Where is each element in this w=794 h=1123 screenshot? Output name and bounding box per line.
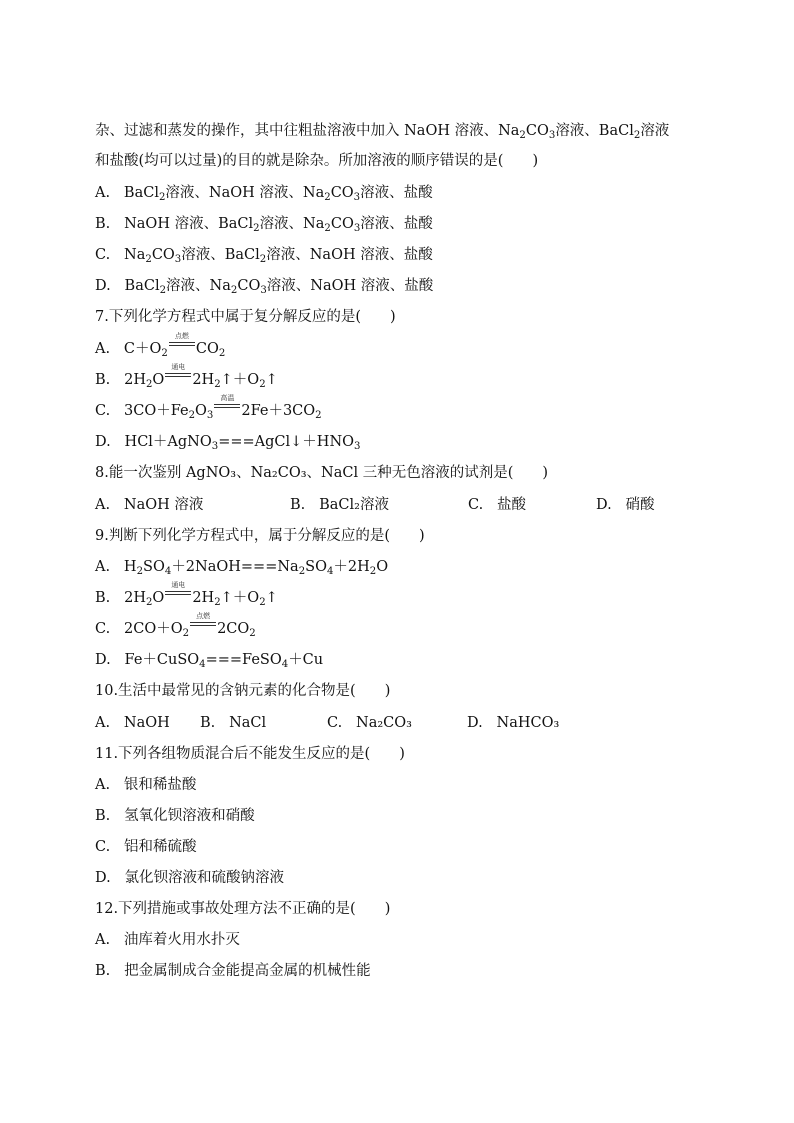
text-run: 溶液、BaCl [555, 123, 634, 139]
option-letter: D. [95, 652, 111, 668]
q9-option-b [95, 581, 278, 608]
q7-option-c [95, 394, 322, 421]
subscript: 2 [324, 223, 331, 234]
text-run: 溶液、盐酸 [360, 216, 433, 232]
q12-stem: 12.下列措施或事故处理方法不正确的是( ) [95, 901, 391, 917]
option-letter: B. [95, 216, 111, 232]
text-run: 溶液、Na [259, 216, 325, 232]
subscript: 2 [158, 192, 166, 203]
q10-option-a: A. NaOH [95, 715, 170, 731]
option-letter: A. [95, 341, 111, 357]
text-run: 溶液 [640, 123, 670, 139]
q10-stem: 10.生活中最常见的含钠元素的化合物是( ) [95, 683, 391, 699]
reaction-condition: 高温 [214, 401, 240, 415]
text-run: CO [151, 247, 175, 263]
q9-option-c [95, 612, 256, 639]
subscript: 3 [548, 130, 556, 141]
q11-option-b: B. 氢氧化钡溶液和硝酸 [95, 808, 255, 824]
reaction-condition: 通电 [165, 588, 191, 602]
q12-option-b: B. 把金属制成合金能提高金属的机械性能 [95, 963, 371, 979]
text-run: BaCl [123, 185, 159, 201]
q7-option-a [95, 332, 226, 359]
option-letter: C. [95, 621, 111, 637]
q8-option-a: A. NaOH 溶液 [95, 497, 204, 513]
q11-stem: 11.下列各组物质混合后不能发生反应的是( ) [95, 746, 405, 762]
equation: $HCl+AgNO_3===AgCl↓+HNO_3$ [124, 434, 361, 452]
text-run: NaOH 溶液、BaCl [124, 216, 254, 232]
q6-option-c [95, 245, 433, 265]
subscript: 2 [633, 130, 641, 141]
reaction-condition: 点燃 [190, 619, 216, 633]
q7-option-d [95, 432, 360, 452]
q8-option-c: C. 盐酸 [468, 497, 527, 513]
text-run: 溶液、NaOH 溶液、盐酸 [266, 247, 433, 263]
q12-option-a: A. 油库着火用水扑灭 [95, 932, 240, 948]
option-letter: D. [95, 278, 111, 294]
q8-option-b: B. BaCl₂溶液 [290, 497, 389, 513]
option-letter: B. [95, 590, 111, 606]
option-letter: C. [95, 403, 111, 419]
text-run: 溶液、盐酸 [360, 185, 433, 201]
option-letter: A. [95, 185, 111, 201]
subscript: 3 [260, 285, 267, 296]
q10-option-b: B. NaCl [200, 715, 267, 731]
reaction-condition: 点燃 [169, 339, 195, 353]
q6-stem-line-1 [95, 121, 669, 141]
text-run: Na [124, 247, 146, 263]
subscript: 2 [519, 130, 526, 141]
text-run: BaCl [124, 278, 160, 294]
option-letter: C. [95, 247, 111, 263]
q8-option-d: D. 硝酸 [596, 497, 655, 513]
q9-stem: 9.判断下列化学方程式中，属于分解反应的是( ) [95, 528, 425, 544]
subscript: 3 [353, 223, 361, 234]
equation: $C+O_2$ 点燃 $CO_2$ [123, 332, 226, 359]
subscript: 2 [159, 285, 167, 296]
text-run: CO [525, 123, 549, 139]
q11-option-c: C. 铝和稀硫酸 [95, 839, 197, 855]
option-letter: B. [95, 372, 111, 388]
subscript: 3 [353, 192, 361, 203]
equation: Fe＋CuSO$_4$===FeSO$_4$＋Cu [124, 652, 324, 670]
equation: $2H_2O$ 通电 $2H_2↑+O_2↑$ [124, 363, 278, 390]
q6-stem-line-2: 和盐酸(均可以过量)的目的就是除杂。所加溶液的顺序错误的是( ) [95, 153, 539, 169]
q6-option-b [95, 214, 433, 234]
option-letter: A. [95, 559, 111, 575]
q8-stem: 8.能一次鉴别 AgNO₃、Na₂CO₃、NaCl 三种无色溶液的试剂是( ) [95, 465, 549, 481]
text-run: CO [330, 185, 354, 201]
q9-option-d [95, 650, 323, 670]
equation: $2H_2O$ 通电 $2H_2↑+O_2↑$ [124, 581, 278, 608]
text-run: 溶液、Na [166, 278, 231, 294]
text-run: 杂、过滤和蒸发的操作，其中往粗盐溶液中加入 NaOH 溶液、Na [95, 123, 520, 139]
q11-option-d: D. 氯化钡溶液和硫酸钠溶液 [95, 870, 285, 886]
subscript: 2 [145, 254, 152, 265]
equation: $3CO+Fe_2O_3$ 高温 $2Fe+3CO_2$ [124, 394, 322, 421]
q6-option-a [95, 183, 433, 203]
q7-option-b [95, 363, 278, 390]
subscript: 2 [253, 223, 260, 234]
q9-option-a [95, 557, 388, 577]
text-run: 溶液、NaOH 溶液、盐酸 [266, 278, 434, 294]
q10-option-c: C. Na₂CO₃ [327, 715, 412, 731]
subscript: 3 [174, 254, 182, 265]
text-run: CO [237, 278, 261, 294]
subscript: 2 [230, 285, 238, 296]
reaction-condition: 通电 [165, 370, 191, 384]
subscript: 2 [259, 254, 267, 265]
option-letter: D. [95, 434, 111, 450]
text-run: CO [330, 216, 354, 232]
q7-stem: 7.下列化学方程式中属于复分解反应的是( ) [95, 309, 396, 325]
equation: $H_2SO_4+2NaOH===Na_2SO_4+2H_2O$ [123, 559, 389, 577]
q6-option-d [95, 276, 433, 296]
text-run: 溶液、NaOH 溶液、Na [165, 185, 325, 201]
subscript: 2 [324, 192, 331, 203]
equation: $2CO+O_2$ 点燃 $2CO_2$ [124, 612, 256, 639]
text-run: 溶液、BaCl [181, 247, 260, 263]
q10-option-d: D. NaHCO₃ [467, 715, 560, 731]
q11-option-a: A. 银和稀盐酸 [95, 777, 197, 793]
